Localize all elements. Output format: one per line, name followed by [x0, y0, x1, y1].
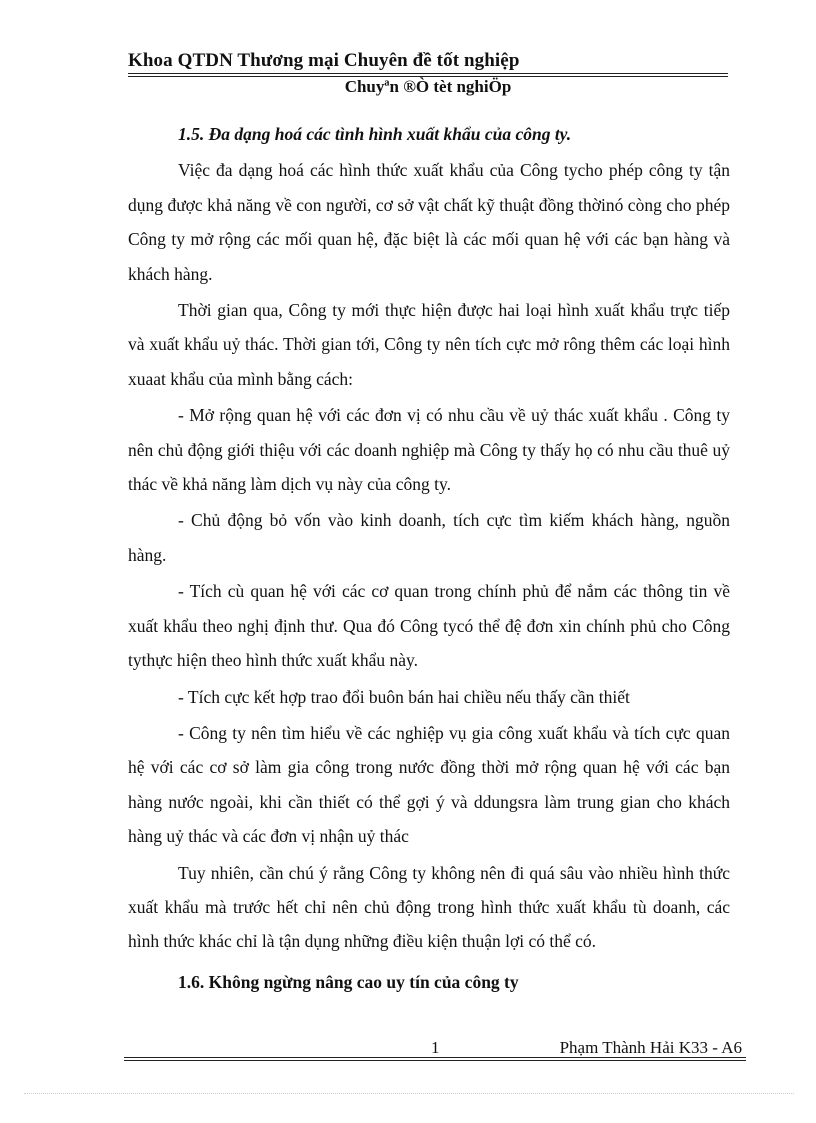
section-heading-1-6: 1.6. Không ngừng nâng cao uy tín của công ty [178, 971, 519, 992]
paragraph: - Tích cù quan hệ với các cơ quan trong chính phủ để nắm các thông tin về xuất khẩu theo nghị định thư. Qua đó Công tycó thể đệ đơn xin chính phủ cho Công tythực hiện theo hình thức xuất khẩu này. [128, 581, 730, 671]
paragraph: - Công ty nên tìm hiểu về các nghiệp vụ gia công xuất khẩu và tích cực quan hệ với các cơ sở làm gia công trong nước đồng thời mở rộng quan hệ với các bạn hàng nước ngoài, khi cần thiết có thể gợi ý và ddungsra làm trung gian cho khách hàng uỷ thác và các đơn vị nhận uỷ thác [128, 722, 730, 847]
footer-rule-bottom [124, 1060, 746, 1061]
footer-author: Phạm Thành Hải K33 - A6 [559, 1038, 742, 1057]
header-title: Khoa QTDN Thương mại Chuyên đề tốt nghiệp [128, 50, 520, 71]
page-footer [124, 1035, 746, 1065]
page-number: 1 [431, 1038, 440, 1057]
paragraph: Việc đa dạng hoá các hình thức xuất khẩu của Công tycho phép công ty tận dụng được khả năng về con người, cơ sở vật chất kỹ thuật đồng thờinó còng cho phép Công ty mở rộng các mối quan hệ, đặc biệt là các mối quan hệ với các bạn hàng và khách hàng. [128, 160, 730, 284]
page-header [128, 50, 728, 98]
header-rule-top [128, 73, 728, 74]
paragraph: Thời gian qua, Công ty mới thực hiện được hai loại hình xuất khẩu trực tiếp và xuất khẩu uỷ thác. Thời gian tới, Công ty nên tích cực mở rông thêm các loại hình xuaat khẩu của mình bằng cách: [128, 300, 730, 389]
paragraph: - Tích cực kết hợp trao đổi buôn bán hai chiều nếu thấy cần thiết [178, 686, 630, 707]
section-heading-1-5: 1.5. Đa dạng hoá các tình hình xuất khẩu của công ty. [178, 124, 572, 144]
footer-rule-top [124, 1057, 746, 1058]
paragraph: - Mở rộng quan hệ với các đơn vị có nhu cầu về uỷ thác xuất khẩu . Công ty nên chủ động giới thiệu với các doanh nghiệp mà Công ty thấy họ có nhu cầu thuê uỷ thác về khả năng làm dịch vụ này của công ty. [128, 405, 730, 495]
document-body [128, 117, 730, 999]
paragraph: Tuy nhiên, cần chú ý rằng Công ty không nên đi quá sâu vào nhiều hình thức xuất khẩu mà trước hết chỉ nên chủ động trong hình thức xuất khẩu tù doanh, các hình thức khác chỉ là tận dụng những điều kiện thuận lợi có thể có. [128, 862, 730, 952]
paragraph: - Chủ động bỏ vốn vào kinh doanh, tích cực tìm kiếm khách hàng, nguồn hàng. [128, 510, 730, 565]
header-subtitle: Chuyªn ®Ò tèt nghiÖp [344, 77, 512, 96]
page-edge-divider [24, 1093, 794, 1094]
